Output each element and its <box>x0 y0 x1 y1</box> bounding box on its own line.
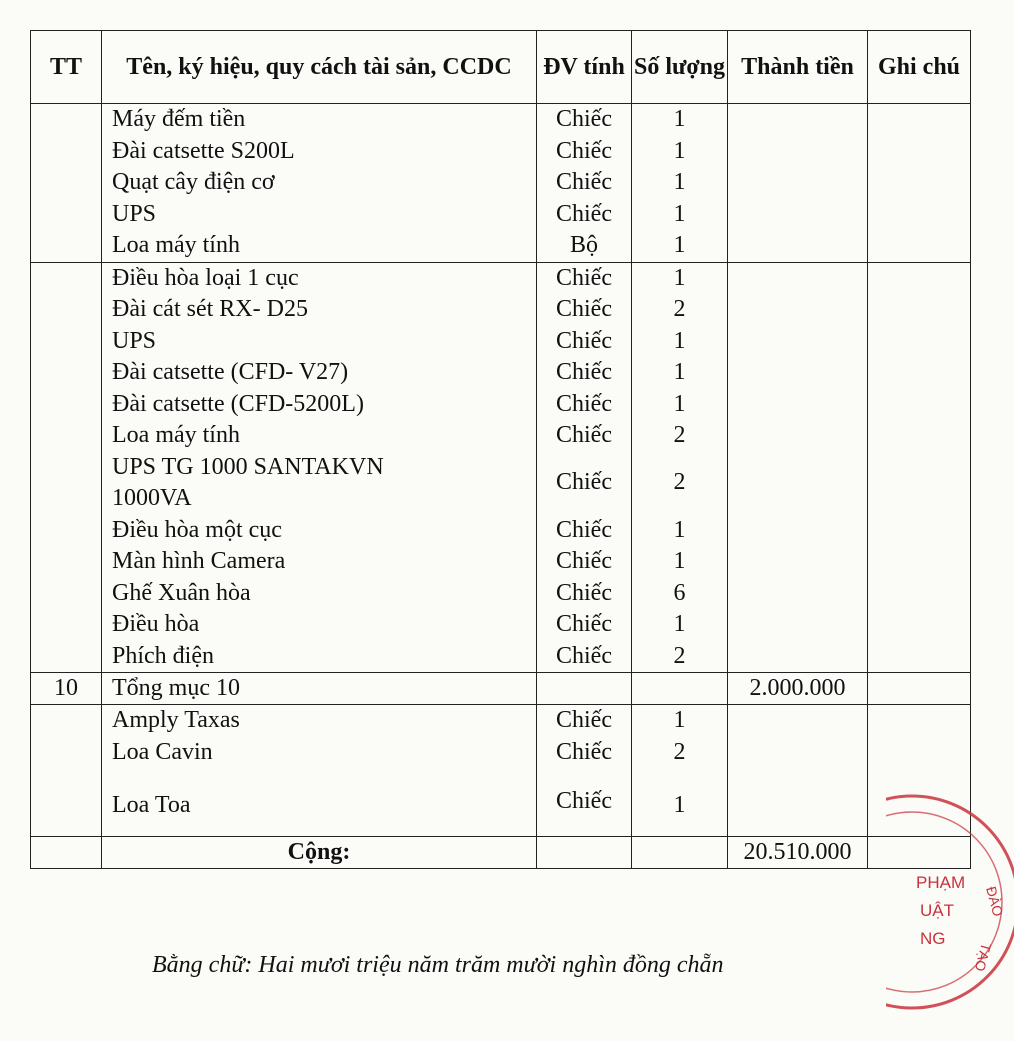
group-2-amount <box>728 262 868 673</box>
item-unit: Chiếc <box>556 137 612 164</box>
group-1-amount <box>728 104 868 263</box>
subtotal-unit <box>537 673 632 705</box>
item-name: Đài cát sét RX- D25 <box>112 296 308 322</box>
item-name: Quạt cây điện cơ <box>112 169 275 195</box>
red-seal-stamp <box>886 792 1014 1012</box>
stamp-text-2: UẬT <box>920 901 954 920</box>
item-qty: 1 <box>673 516 686 543</box>
group-1-units <box>537 104 632 263</box>
item-unit: Chiếc <box>556 327 612 354</box>
item-qty: 1 <box>673 611 686 637</box>
item-unit: Chiếc <box>556 422 612 448</box>
header-qty: Số lượng <box>632 31 728 104</box>
item-name: Loa máy tính <box>112 232 240 258</box>
header-tt: TT <box>31 31 102 104</box>
item-name: Điều hòa <box>112 611 200 637</box>
item-name: Đài catsette S200L <box>112 137 295 164</box>
item-qty: 1 <box>673 359 686 385</box>
group-1-note <box>868 104 971 263</box>
item-name: Điều hòa một cục <box>112 516 282 543</box>
item-qty: 2 <box>673 642 686 669</box>
total-label: Cộng: <box>102 836 537 868</box>
group-3-amount <box>728 705 868 837</box>
item-name: Phích điện <box>112 642 214 669</box>
item-qty: 6 <box>673 579 686 606</box>
item-qty: 1 <box>673 548 686 574</box>
item-qty: 2 <box>673 738 686 765</box>
item-qty: 2 <box>673 296 686 322</box>
item-qty: 1 <box>673 169 686 195</box>
header-amount: Thành tiền <box>728 31 868 104</box>
group-row-1 <box>31 104 971 263</box>
group-2-names <box>102 262 537 673</box>
item-unit: Chiếc <box>556 390 612 417</box>
item-unit: Chiếc <box>556 548 612 574</box>
item-unit: Chiếc <box>556 788 612 814</box>
item-qty: 1 <box>673 264 686 291</box>
item-unit: Bộ <box>569 232 598 258</box>
subtotal-tt: 10 <box>31 673 102 705</box>
item-unit: Chiếc <box>556 296 612 322</box>
item-unit: Chiếc <box>556 579 612 606</box>
item-qty: 1 <box>673 137 686 164</box>
total-qty <box>632 836 728 868</box>
subtotal-qty <box>632 673 728 705</box>
item-unit: Chiếc <box>556 200 612 227</box>
item-unit: Chiếc <box>556 359 612 385</box>
subtotal-label: Tổng mục 10 <box>102 673 537 705</box>
stamp-text-3: NG <box>920 929 946 948</box>
item-qty: 2 <box>673 422 686 448</box>
item-qty: 1 <box>673 390 686 417</box>
group-2-units <box>537 262 632 673</box>
item-name: Ghế Xuân hòa <box>112 579 251 606</box>
item-name: Màn hình Camera <box>112 548 286 574</box>
group-2-qtys <box>632 262 728 673</box>
item-unit: Chiếc <box>556 264 612 291</box>
amount-in-words: Bằng chữ: Hai mươi triệu năm trăm mười nghìn đồng chẵn <box>152 952 724 978</box>
item-unit: Chiếc <box>556 738 612 765</box>
group-2-tt <box>31 262 102 673</box>
group-1-tt <box>31 104 102 263</box>
item-name: Đài catsette (CFD-5200L) <box>112 390 364 417</box>
header-note: Ghi chú <box>868 31 971 104</box>
item-name: UPS <box>112 327 157 354</box>
group-1-qtys <box>632 104 728 263</box>
group-3-units <box>537 705 632 837</box>
item-name: Loa Toa <box>112 792 191 818</box>
item-qty: 1 <box>673 792 686 818</box>
stamp-ring-text-1: ĐÀO <box>983 884 1007 919</box>
item-unit: Chiếc <box>556 707 612 733</box>
item-name: Amply Taxas <box>112 707 240 733</box>
group-3-tt <box>31 705 102 837</box>
stamp-text-1: PHẠM <box>916 873 966 892</box>
total-row <box>31 836 971 868</box>
item-unit: Chiếc <box>556 611 612 637</box>
item-name: Đài catsette (CFD- V27) <box>112 359 349 385</box>
item-name: Điều hòa loại 1 cục <box>112 264 299 291</box>
item-name: Loa máy tính <box>112 422 240 448</box>
group-row-2 <box>31 262 971 673</box>
item-unit: Chiếc <box>556 642 612 669</box>
item-name: Máy đếm tiền <box>112 106 246 132</box>
table-header-row <box>31 31 971 104</box>
item-unit: Chiếc <box>556 106 612 132</box>
total-amount: 20.510.000 <box>728 836 868 868</box>
header-name: Tên, ký hiệu, quy cách tài sản, CCDC <box>102 31 537 104</box>
item-name: UPS TG 1000 SANTAKVN 1000VA <box>112 453 384 511</box>
item-unit: Chiếc <box>556 469 612 496</box>
group-1-names <box>102 104 537 263</box>
subtotal-note <box>868 673 971 705</box>
asset-table <box>30 30 971 869</box>
total-unit <box>537 836 632 868</box>
item-qty: 1 <box>673 200 686 227</box>
item-qty: 1 <box>673 106 686 132</box>
subtotal-amount: 2.000.000 <box>728 673 868 705</box>
stamp-ring-text-2: TẠO <box>971 941 995 974</box>
item-qty: 1 <box>673 707 686 733</box>
stamp-graphic <box>886 792 1014 1012</box>
item-qty: 2 <box>673 469 686 496</box>
item-name: Loa Cavin <box>112 738 213 765</box>
item-qty: 1 <box>673 232 686 258</box>
group-2-note <box>868 262 971 673</box>
group-3-names <box>102 705 537 837</box>
group-3-qtys <box>632 705 728 837</box>
item-unit: Chiếc <box>556 516 612 543</box>
item-qty: 1 <box>673 327 686 354</box>
subtotal-row <box>31 673 971 705</box>
item-unit: Chiếc <box>556 169 612 195</box>
item-name: UPS <box>112 200 157 227</box>
group-row-3 <box>31 705 971 837</box>
header-unit: ĐV tính <box>537 31 632 104</box>
total-tt <box>31 836 102 868</box>
